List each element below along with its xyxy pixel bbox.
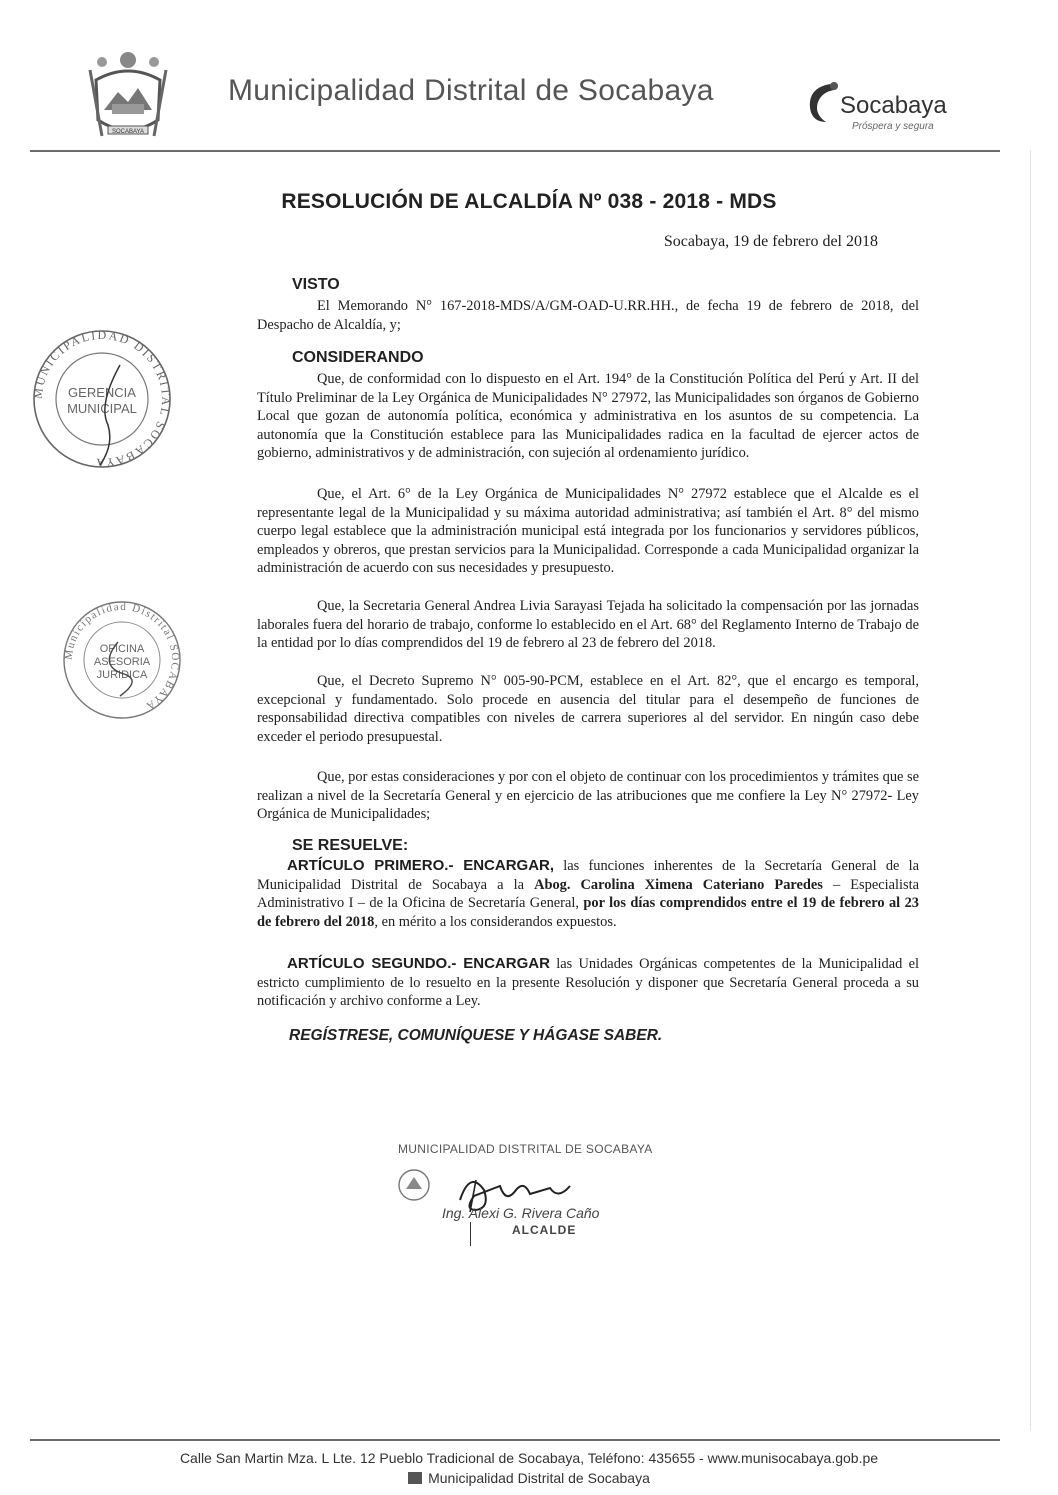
resolution-title: RESOLUCIÓN DE ALCALDÍA Nº 038 - 2018 - MDS: [281, 190, 777, 213]
footer-address: Calle San Martin Mza. L Lte. 12 Pueblo Tradicional de Socabaya, Teléfono: 435655 - www.munisocabaya.gob.pe: [179, 1450, 879, 1466]
considerando-paragraph-2: [257, 485, 919, 578]
considerando-paragraph-1: [257, 370, 919, 463]
asesoria-line-3: JURIDICA: [96, 669, 148, 681]
considerando-text-4: Que, el Decreto Supremo N° 005-90-PCM, establece en el Art. 82°, que el encargo es temporal, excepcional y fundamentado. Solo procede en ausencia del titular para el desempeño de funciones de responsabilidad directiva compatibles con niveles de carrera superiores al del servidor. En ningún caso debe exceder el periodo presupuestal.: [257, 673, 919, 745]
considerando-text-5: Que, por estas consideraciones y por con el objeto de continuar con los procedimientos y trámites que se realizan a nivel de la Secretaría General y en ejercicio de las atribuciones que me confiere la Ley N° 27972- Ley Orgánica de Municipalidades;: [257, 769, 919, 822]
signature-header: MUNICIPALIDAD DISTRITAL DE SOCABAYA: [398, 1142, 653, 1156]
articulo-primero: [257, 857, 919, 931]
crest-label: SOCABAYA: [111, 129, 145, 135]
articulo-segundo-text: las Unidades Orgánicas competentes de la Municipalidad el estricto cumplimiento de lo resuelto en la presente Resolución y disponer que Secretaría General proceda a su notificación y archivo conforme a Ley.: [257, 956, 919, 1009]
footer-org: [0, 1470, 1058, 1486]
designee-name: Abog. Carolina Ximena Cateriano Paredes: [534, 876, 823, 893]
articulo-primero-label: ARTÍCULO PRIMERO.- ENCARGAR,: [287, 857, 555, 874]
considerando-paragraph-4: [257, 672, 919, 746]
considerando-text-2: Que, el Art. 6° de la Ley Orgánica de Municipalidades N° 27972 establece que el Alcalde es el representante legal de la Municipalidad y su máxima autoridad administrativa; así también el Art. 8° del mismo cuerpo legal establece que la administración municipal está integrada por los funcionarios y servidores públicos, empleados y obreros, que prestan servicios para la Municipalidad. Corresponde a cada Municipalidad organizar la administración de acuerdo con sus necesidades y presupuesto.: [257, 486, 919, 576]
asesoria-ring-text: Municipalidad Distrital SOCABAYA: [62, 600, 182, 713]
considerando-text-3: Que, la Secretaria General Andrea Livia Sarayasi Tejada ha solicitado la compensación por las jornadas laborales fuera del horario de trabajo, conforme lo establecido en el Art. 68° del Reglamento Interno de Trabajo de la entidad por lo días comprendidos del 19 de febrero al 23 de febrero del 2018.: [257, 598, 919, 651]
resolution-date: Socabaya, 19 de febrero del 2018: [663, 233, 878, 250]
articulo-segundo: [257, 955, 919, 1011]
encargo-period: por los días comprendidos entre el 19 de febrero al 23 de febrero del 2018: [257, 895, 919, 930]
municipal-crest-logo: [78, 40, 178, 148]
visto-paragraph: [257, 297, 919, 334]
articulo-primero-text-c: – Especialista Administrativo I – de la Oficina de Secretaría General,: [257, 876, 919, 911]
articulo-primero-text-e: , en mérito a los considerandos expuestos.: [374, 913, 617, 930]
considerando-heading: CONSIDERANDO: [292, 349, 424, 366]
footer-divider: [30, 1439, 1000, 1441]
visto-text: El Memorando N° 167-2018-MDS/A/GM-OAD-U.RR.HH., de fecha 19 de febrero de 2018, del Despacho de Alcaldía, y;: [257, 298, 919, 333]
visto-heading: VISTO: [292, 276, 340, 293]
gerencia-line-1: GERENCIA: [68, 385, 136, 400]
considerando-text-1: Que, de conformidad con lo dispuesto en el Art. 194° de la Constitución Política del Perú y Art. II del Título Preliminar de la Ley Orgánica de Municipalidades N° 27972, las Municipalidades son órganos de Gobierno Local que gozan de autonomía política, económica y administrativa en los asuntos de su competencia. La autonomía que la Constitución establece para las Municipalidades radica en la facultad de ejercer actos de gobierno, administrativos y de administración, con sujeción al ordenamiento jurídico.: [257, 371, 919, 461]
footer-building-icon: [408, 1472, 422, 1484]
asesoria-line-2: ASESORIA: [93, 656, 151, 668]
page-margin-line: [1030, 150, 1031, 1430]
considerando-paragraph-3: [257, 597, 919, 653]
resuelve-heading: SE RESUELVE:: [292, 837, 409, 854]
signature-stroke-line: [470, 1222, 471, 1246]
footer-org-name: Municipalidad Distrital de Socabaya: [428, 1470, 650, 1486]
considerando-paragraph-5: [257, 768, 919, 824]
header-divider: [30, 150, 1000, 152]
articulo-primero-text-a: las funciones inherentes de la Secretaría General de la Municipalidad Distrital de Socabaya a la: [257, 858, 920, 893]
gerencia-ring-text: MUNICIPALIDAD DISTRITAL SOCABAYA: [30, 327, 174, 471]
signer-name: Ing. Alexi G. Rivera Caño: [442, 1205, 600, 1221]
gerencia-municipal-stamp: [28, 325, 176, 473]
asesoria-line-1: OFICINA: [99, 643, 145, 655]
asesoria-juridica-stamp: [58, 596, 186, 724]
brand-name: Socabaya: [840, 92, 947, 119]
brand-tagline: Próspera y segura: [852, 121, 934, 132]
gerencia-line-2: MUNICIPAL: [67, 401, 137, 416]
signature-seal-icon: [396, 1165, 432, 1205]
signer-role: ALCALDE: [512, 1223, 577, 1237]
articulo-segundo-label: ARTÍCULO SEGUNDO.- ENCARGAR: [287, 955, 550, 972]
org-title: Municipalidad Distrital de Socabaya: [228, 74, 714, 107]
brand-swirl-icon: [800, 78, 844, 128]
closing-formula: REGÍSTRESE, COMUNÍQUESE Y HÁGASE SABER.: [289, 1027, 663, 1044]
